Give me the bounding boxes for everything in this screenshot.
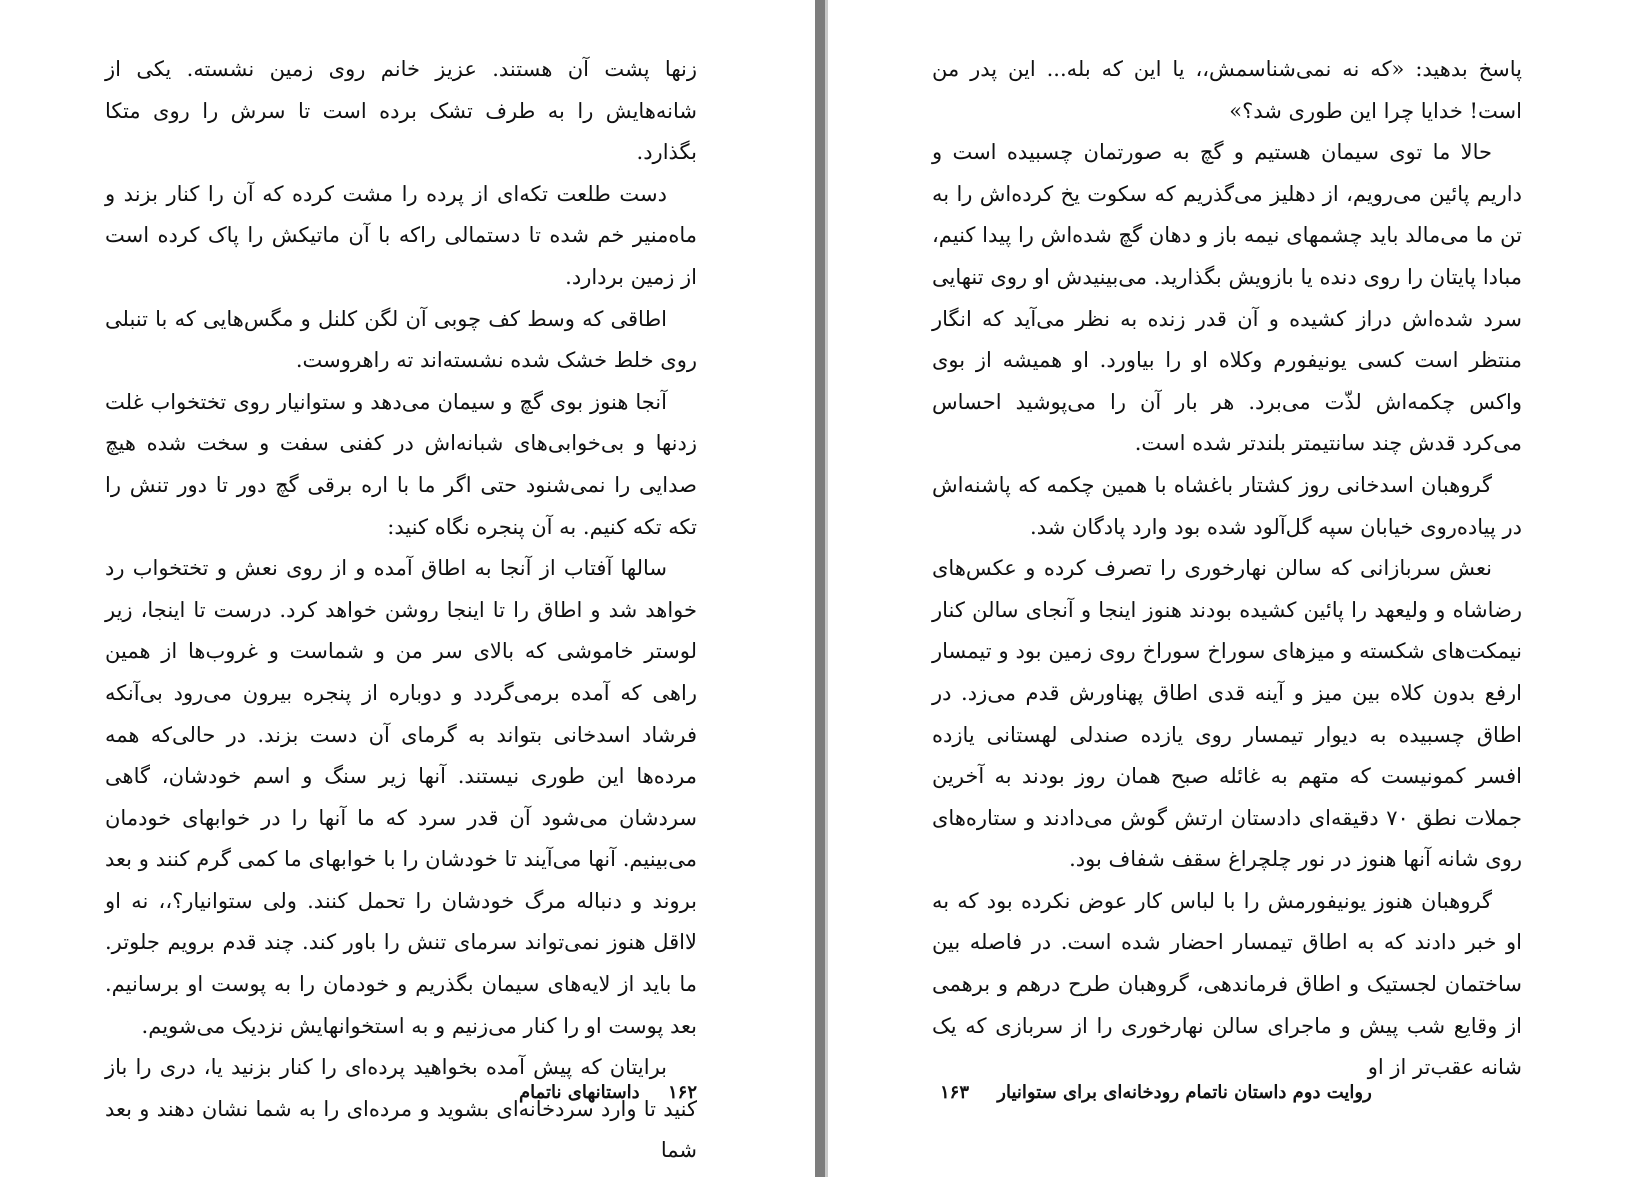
paragraph: سالها آفتاب از آنجا به اطاق آمده و از روی نعش و تختخواب رد خواهد شد و اطاق را تا اینجا روشن خواهد کرد. درست تا اینجا، زیر لوستر خاموشی که بالای سر من و شماست و غروب‌ها از همین راهی که آمده برمی‌گردد و دوباره از پنجره بیرون می‌رود بی‌آنکه فرشاد اسدخانی بتواند به گرمای آن دست بزند. در حالی‌که همه مرده‌ها این طوری نیستند. آنها زیر سنگ و اسم خودشان، گاهی سردشان می‌شود آن قدر سرد که ما آنها را در خوابهای خودمان می‌بینیم. آنها می‌آیند تا خودشان را با خوابهای ما کمی گرم کنند و بعد بروند و دنباله مرگ خودشان را تحمل کنند. ولی ستوانیار؟،، نه او لااقل هنوز نمی‌تواند سرمای تنش را باور کند. چند قدم برویم جلوتر. ما باید از لایه‌های سیمان بگذریم و خودمان را به پوست او برسانیم. بعد پوست او را کنار می‌زنیم و به استخوانهایش نزدیک می‌شویم. [105, 556, 697, 1038]
right-page [825, 0, 1630, 1177]
left-page-body [105, 49, 697, 1172]
paragraph: دست طلعت تکه‌ای از پرده را مشت کرده که آن را کنار بزند و ماه‌منیر خم شده تا دستمالی راکه با آن ماتیکش را پاک کرده است از زمین بردارد. [105, 181, 697, 289]
paragraph: آنجا هنوز بوی گچ و سیمان می‌دهد و ستوانیار روی تختخواب غلت زدنها و بی‌خوابی‌های شبانه‌اش در کفنی سفت و سخت شده هیچ صدایی را نمی‌شنود حتی اگر ما با اره برقی گچ دور تا دور تنش را تکه تکه کنیم. به آن پنجره نگاه کنید: [105, 389, 697, 539]
book-gutter [815, 0, 825, 1177]
paragraph: پاسخ بدهید: «که نه نمی‌شناسمش،، یا این که بله... این پدر من است! خدایا چرا این طوری شد؟» [932, 57, 1522, 123]
paragraph: گروهبان اسدخانی روز کشتار باغشاه با همین چکمه که پاشنه‌اش در پیاده‌روی خیابان سپه گل‌آلود شده بود وارد پادگان شد. [932, 472, 1522, 539]
page-number: ۱۶۳ [940, 1082, 970, 1103]
paragraph: زنها پشت آن هستند. عزیز خانم روی زمین نشسته. یکی از شانه‌هایش را به طرف تشک برده است تا سرش را روی متکا بگذارد. [105, 57, 697, 165]
right-page-body [932, 49, 1522, 1089]
paragraph: حالا ما توی سیمان هستیم و گچ به صورتمان چسبیده است و داریم پائین می‌رویم، از دهلیز می‌گذریم که سکوت یخ کرده‌اش را به تن ما می‌مالد باید چشمهای نیمه باز و دهان گچ شده‌اش را پیدا کنیم، مبادا پایتان را روی دنده یا بازویش بگذارید. می‌بینیدش او روی تنهایی سرد شده‌اش دراز کشیده و آن قدر زنده به نظر می‌آید که انگار منتظر است کسی یونیفورم وکلاه او را بیاورد. او همیشه از بوی واکس چکمه‌اش لذّت می‌برد. هر بار آن را می‌پوشید احساس می‌کرد قدش چند سانتیمتر بلندتر شده است. [932, 140, 1522, 456]
left-page-footer [519, 1082, 697, 1103]
running-title: روایت دوم داستان ناتمام رودخانه‌ای برای ستوانیار [997, 1082, 1372, 1103]
paragraph: اطاقی که وسط کف چوبی آن لگن کلنل و مگس‌هایی که با تنبلی روی خلط خشک شده نشسته‌اند ته راهروست. [105, 306, 697, 373]
paragraph: برایتان که پیش آمده بخواهید پرده‌ای را کنار بزنید یا، دری را باز کنید تا وارد سردخانه‌ای بشوید و مرده‌ای را به شما نشان دهند و بعد شما [105, 1055, 697, 1163]
right-page-footer [940, 1082, 1372, 1103]
paragraph: گروهبان هنوز یونیفورمش را با لباس کار عوض نکرده بود که به او خبر دادند که به اطاق تیمسار احضار شده است. در فاصله بین ساختمان لجستیک و اطاق فرماندهی، گروهبان طرح درهم و برهمی از وقایع شب پیش و ماجرای سالن نهارخوری را از سربازی که یک شانه عقب‌تر از او [932, 888, 1522, 1080]
paragraph: نعش سربازانی که سالن نهارخوری را تصرف کرده و عکس‌های رضاشاه و ولیعهد را پائین کشیده بودند هنوز اینجا و آنجای سالن کنار نیمکت‌های شکسته و میزهای سوراخ سوراخ روی زمین بود و تیمسار ارفع بدون کلاه بین میز و آینه قدی اطاق پهناورش قدم می‌زد. در اطاق چسبیده به دیوار تیمسار روی یازده صندلی لهستانی یازده افسر کمونیست که متهم به غائله صبح همان روز بودند به آخرین جملات نطق ۷۰ دقیقه‌ای دادستان ارتش گوش می‌دادند و ستاره‌های روی شانه آنها هنوز در نور چلچراغ سقف شفاف بود. [932, 556, 1523, 872]
running-title: داستانهای ناتمام [519, 1082, 640, 1103]
page-number: ۱۶۲ [667, 1082, 697, 1103]
